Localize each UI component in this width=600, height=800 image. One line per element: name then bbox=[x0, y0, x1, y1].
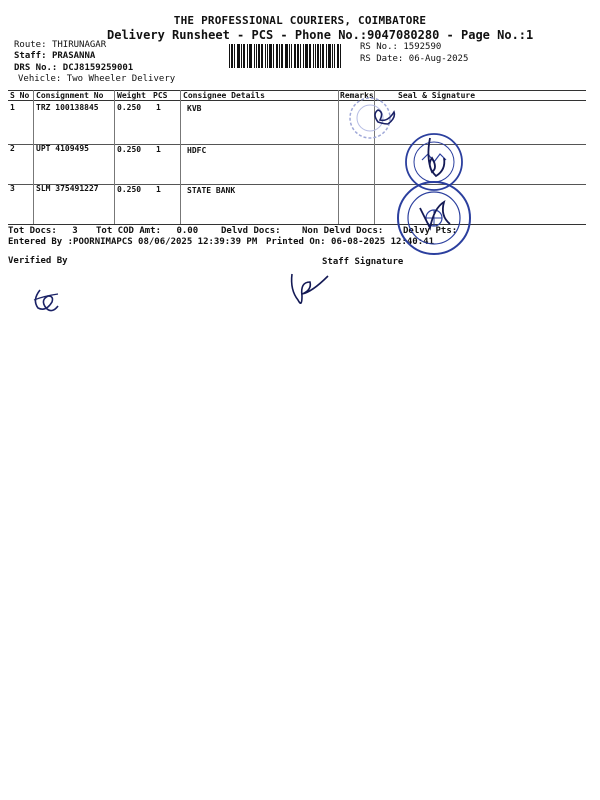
table-header-border bbox=[8, 100, 586, 101]
vehicle-label: Vehicle: bbox=[18, 74, 62, 84]
cell-consignment: UPT 4109495 bbox=[36, 144, 89, 153]
rs-date-line bbox=[360, 54, 468, 64]
route-label: Route: bbox=[14, 40, 47, 50]
cell-weight: 0.250 bbox=[117, 185, 142, 194]
header-remarks: Remarks bbox=[340, 91, 374, 100]
barcode-image bbox=[229, 44, 340, 68]
vehicle-line bbox=[18, 74, 175, 84]
state-bank-seal-stamp-icon bbox=[392, 178, 478, 260]
delvd-docs-label: Delvd Docs: bbox=[221, 226, 281, 236]
tot-cod-value: 0.00 bbox=[176, 226, 199, 236]
col-divider bbox=[114, 90, 115, 224]
drs-line bbox=[14, 63, 133, 73]
entered-by-value: POORNIMAPCS 08/06/2025 12:39:39 PM bbox=[73, 237, 258, 247]
verified-by-signature-icon bbox=[30, 286, 62, 314]
faint-seal-stamp-icon bbox=[340, 96, 400, 146]
drs-label: DRS No.: bbox=[14, 63, 58, 73]
cell-weight: 0.250 bbox=[117, 103, 142, 112]
cell-consignment: TRZ 100138845 bbox=[36, 103, 99, 112]
col-divider bbox=[338, 90, 339, 224]
header-weight: Weight bbox=[117, 91, 146, 100]
header-seal-signature: Seal & Signature bbox=[398, 91, 476, 100]
cell-sno: 2 bbox=[10, 144, 15, 153]
cell-weight: 0.250 bbox=[117, 145, 142, 154]
staff-signature-icon bbox=[284, 270, 332, 312]
cell-pcs: 1 bbox=[156, 103, 161, 112]
rs-no-line bbox=[360, 42, 441, 52]
row-divider-1 bbox=[8, 144, 586, 145]
cell-consignee: KVB bbox=[187, 104, 202, 113]
rs-date-label: RS Date: bbox=[360, 54, 404, 64]
rs-date-value: 06-Aug-2025 bbox=[408, 54, 469, 64]
printed-on-value: 06-08-2025 12:40:41 bbox=[331, 237, 434, 247]
cell-consignment: SLM 375491227 bbox=[36, 184, 99, 193]
col-divider bbox=[180, 90, 181, 224]
cell-pcs: 1 bbox=[156, 145, 161, 154]
header-pcs: PCS bbox=[153, 91, 168, 100]
route-value: THIRUNAGAR bbox=[51, 40, 107, 50]
tot-cod-label: Tot COD Amt: bbox=[96, 226, 162, 236]
tot-docs-label: Tot Docs: bbox=[8, 226, 57, 236]
verified-by-label: Verified By bbox=[8, 256, 68, 266]
col-divider bbox=[33, 90, 34, 224]
header-consignment: Consignment No bbox=[36, 91, 104, 100]
cell-consignee: STATE BANK bbox=[187, 186, 236, 195]
staff-label: Staff: bbox=[14, 51, 47, 61]
tot-docs bbox=[8, 226, 78, 236]
cell-pcs: 1 bbox=[156, 185, 161, 194]
tot-docs-value: 3 bbox=[72, 226, 78, 236]
staff-line bbox=[14, 51, 95, 61]
company-title: THE PROFESSIONAL COURIERS, COIMBATORE bbox=[173, 14, 427, 27]
entered-by bbox=[8, 237, 257, 247]
cell-consignee: HDFC bbox=[187, 146, 207, 155]
table-bottom-border bbox=[8, 224, 586, 225]
non-delvd-docs-label: Non Delvd Docs: bbox=[302, 226, 384, 236]
cell-sno: 1 bbox=[10, 103, 15, 112]
printed-on-label: Printed On: bbox=[266, 237, 326, 247]
tot-cod bbox=[96, 226, 198, 236]
header-sno: S No bbox=[10, 91, 30, 100]
route-line bbox=[14, 40, 106, 50]
entered-by-label: Entered By : bbox=[8, 237, 74, 247]
staff-signature-label: Staff Signature bbox=[322, 257, 404, 267]
cell-sno: 3 bbox=[10, 184, 15, 193]
rs-no-value: 1592590 bbox=[403, 42, 442, 52]
rs-no-label: RS No.: bbox=[360, 42, 398, 52]
drs-value: DCJ8159259001 bbox=[62, 63, 134, 73]
staff-value: PRASANNA bbox=[51, 51, 96, 61]
runsheet-title: Delivery Runsheet - PCS - Phone No.:9047080280 - Page No.:1 bbox=[107, 28, 534, 42]
vehicle-value: Two Wheeler Delivery bbox=[66, 74, 176, 84]
header-consignee: Consignee Details bbox=[183, 91, 265, 100]
delvy-pts-label: Delvy Pts: bbox=[403, 226, 458, 236]
